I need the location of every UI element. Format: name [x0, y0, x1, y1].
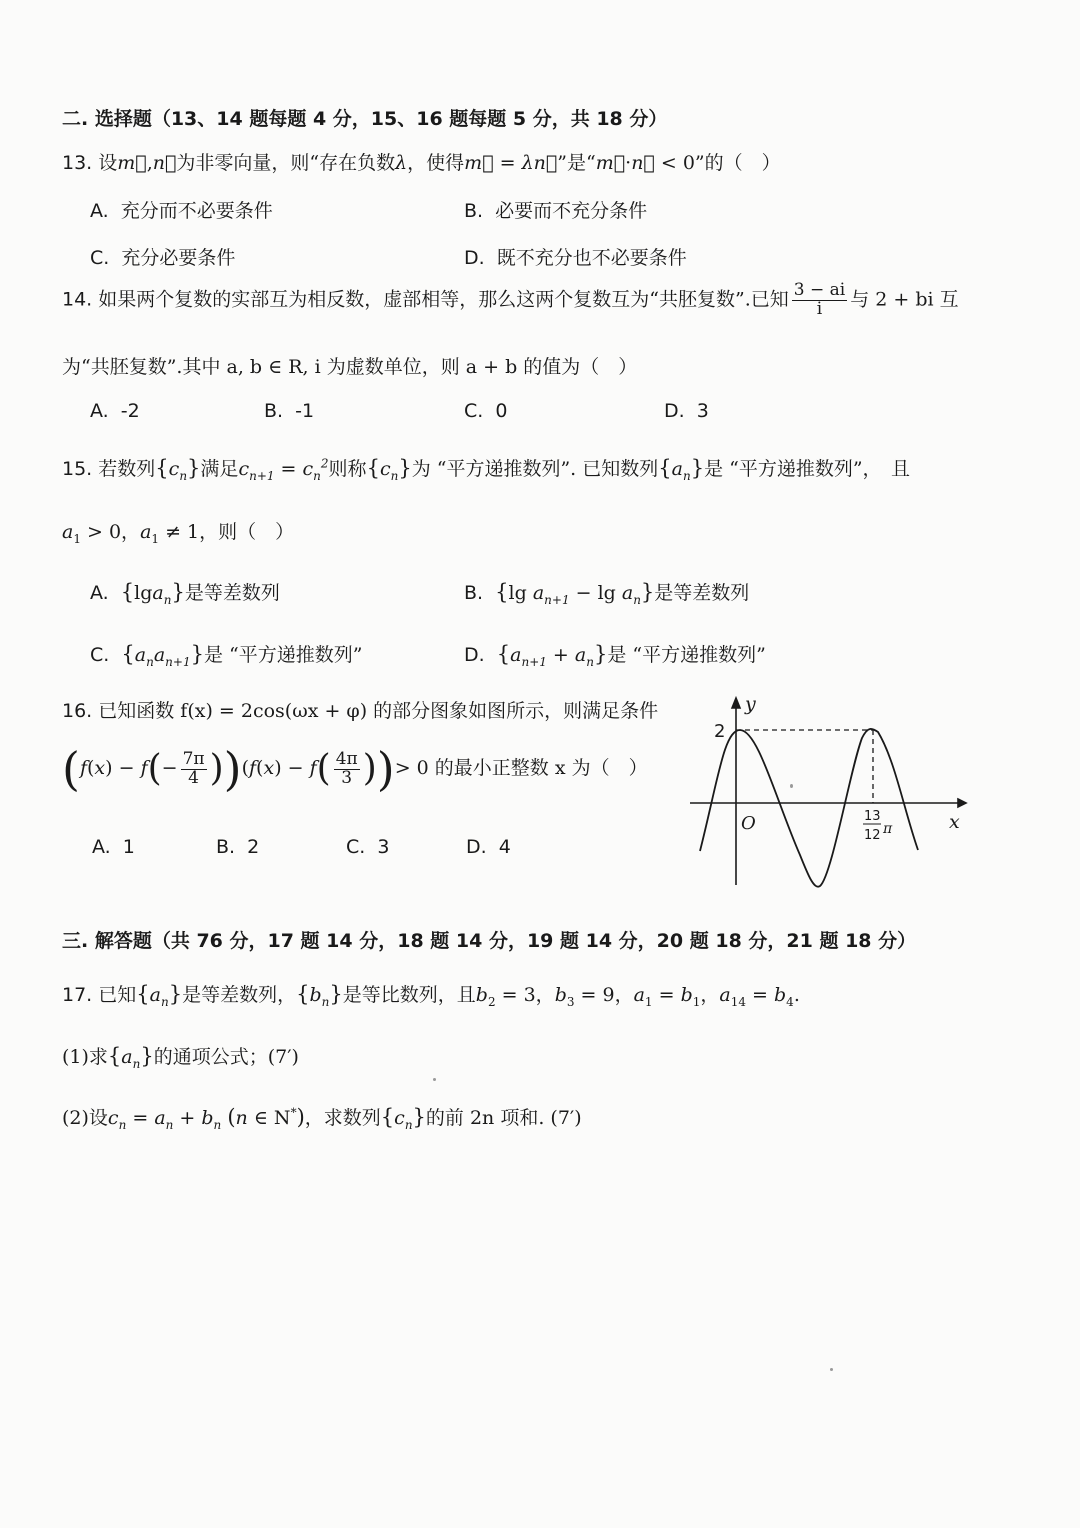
option-16b: B. 2	[216, 836, 260, 858]
option-16c: C. 3	[346, 836, 390, 858]
x-axis-arrow	[958, 799, 966, 807]
question-text: 如果两个复数的实部互为相反数，虚部相等，那么这两个复数互为“共胚复数”.已知	[98, 288, 789, 311]
question-text: 与 2 + bi 互	[850, 288, 959, 311]
option-13d: D. 既不充分也不必要条件	[464, 247, 687, 269]
x-axis-label: x	[949, 811, 960, 833]
option-13a: A. 充分而不必要条件	[90, 200, 273, 222]
max-value-label: 2	[714, 721, 726, 742]
option-15b: B. {lg $a_{n+1} - \lg a_n$}是等差数列	[464, 580, 750, 607]
option-14d: D. 3	[664, 400, 709, 422]
question-17-part1: (1)求$\{a_n\}$的通项公式；(7′)	[62, 1044, 299, 1071]
y-axis-label: y	[745, 693, 756, 715]
question-13: 13. 设m⃗,n⃗为非零向量，则“存在负数λ，使得m⃗ = λn⃗”是“m⃗·n⃗ < 0”的（ ）	[62, 152, 781, 174]
scan-speck	[790, 784, 793, 788]
question-15-line1: 15. 若数列$\{c_n\}$满足$c_{n+1} = c_n^2$则称$\{c_n\}$为 “平方递推数列”. 已知数列$\{a_n\}$是 “平方递推数列”， 且	[62, 456, 911, 483]
option-14c: C. 0	[464, 400, 508, 422]
question-number: 13.	[62, 152, 93, 174]
scan-speck	[433, 1078, 436, 1081]
section-3-heading: 三. 解答题（共 76 分，17 题 14 分，18 题 14 分，19 题 14 分，20 题 18 分，21 题 18 分）	[62, 930, 917, 952]
question-text: 设	[98, 152, 118, 174]
question-16-line1: 16. 已知函数 f(x) = 2cos(ωx + φ) 的部分图象如图所示，则满足条件	[62, 700, 659, 722]
question-17-part2: (2)设$c_n = a_n + b_n$ (n ∈ N*)，求数列$\{c_n\}$的前 2n 项和. (7′)	[62, 1105, 582, 1132]
option-14a: A. -2	[90, 400, 140, 422]
question-text: ”的（ ）	[694, 152, 781, 174]
option-15c: C. $\{a_na_{n+1}\}$是 “平方递推数列”	[90, 642, 363, 669]
option-13c: C. 充分必要条件	[90, 247, 236, 269]
option-14b: B. -1	[264, 400, 315, 422]
question-14-line2: 为“共胚复数”.其中 a, b ∈ R, i 为虚数单位，则 a + b 的值为（ ）	[62, 356, 638, 378]
tick-numerator: 13	[864, 809, 881, 824]
scan-speck	[830, 1368, 833, 1371]
cosine-curve	[700, 729, 918, 887]
question-text: 为非零向量，则“存在负数	[176, 152, 396, 174]
question-text: ”是“	[557, 152, 596, 174]
question-17: 17. 已知$\{a_n\}$是等差数列，$\{b_n\}$是等比数列，且$b_2 = 3$，$b_3 = 9$，$a_1 = b_1$，$a_{14} = b_4$.	[62, 982, 800, 1009]
question-number: 16.	[62, 700, 93, 722]
origin-label: O	[741, 813, 756, 834]
fraction: $\frac{4\pi}{3}$	[335, 748, 358, 788]
question-number: 15.	[62, 458, 93, 480]
question-text: ，使得	[407, 152, 465, 174]
y-axis-arrow	[732, 698, 740, 708]
tick-pi: π	[883, 821, 893, 837]
option-15d: D. $\{a_{n+1} + a_n\}$是 “平方递推数列”	[464, 642, 766, 669]
option-13b: B. 必要而不充分条件	[464, 200, 648, 222]
fraction: $\frac{3 - ai}{i}$	[793, 280, 846, 319]
cosine-graph	[690, 690, 980, 895]
fraction: $\frac{7\pi}{4}$	[182, 748, 205, 788]
question-14-line1	[62, 282, 959, 319]
section-2-heading: 二. 选择题（13、14 题每题 4 分，15、16 题每题 5 分，共 18 分）	[62, 108, 668, 130]
question-16-line2: (f(x) − f(− $\frac{7\pi}{4}$ ))(f(x) − f( $\frac{4\pi}{3}$ ))> 0 的最小正整数 x 为（ ）	[62, 742, 648, 796]
tick-denominator: 12	[864, 828, 881, 843]
question-number: 17.	[62, 984, 93, 1006]
question-number: 14.	[62, 288, 93, 311]
question-15-line2: $a_1 > 0$，$a_1 \ne 1$，则（ ）	[62, 521, 295, 546]
option-16d: D. 4	[466, 836, 511, 858]
option-15a: A. {lga$_n$}是等差数列	[90, 580, 280, 607]
option-16a: A. 1	[92, 836, 135, 858]
